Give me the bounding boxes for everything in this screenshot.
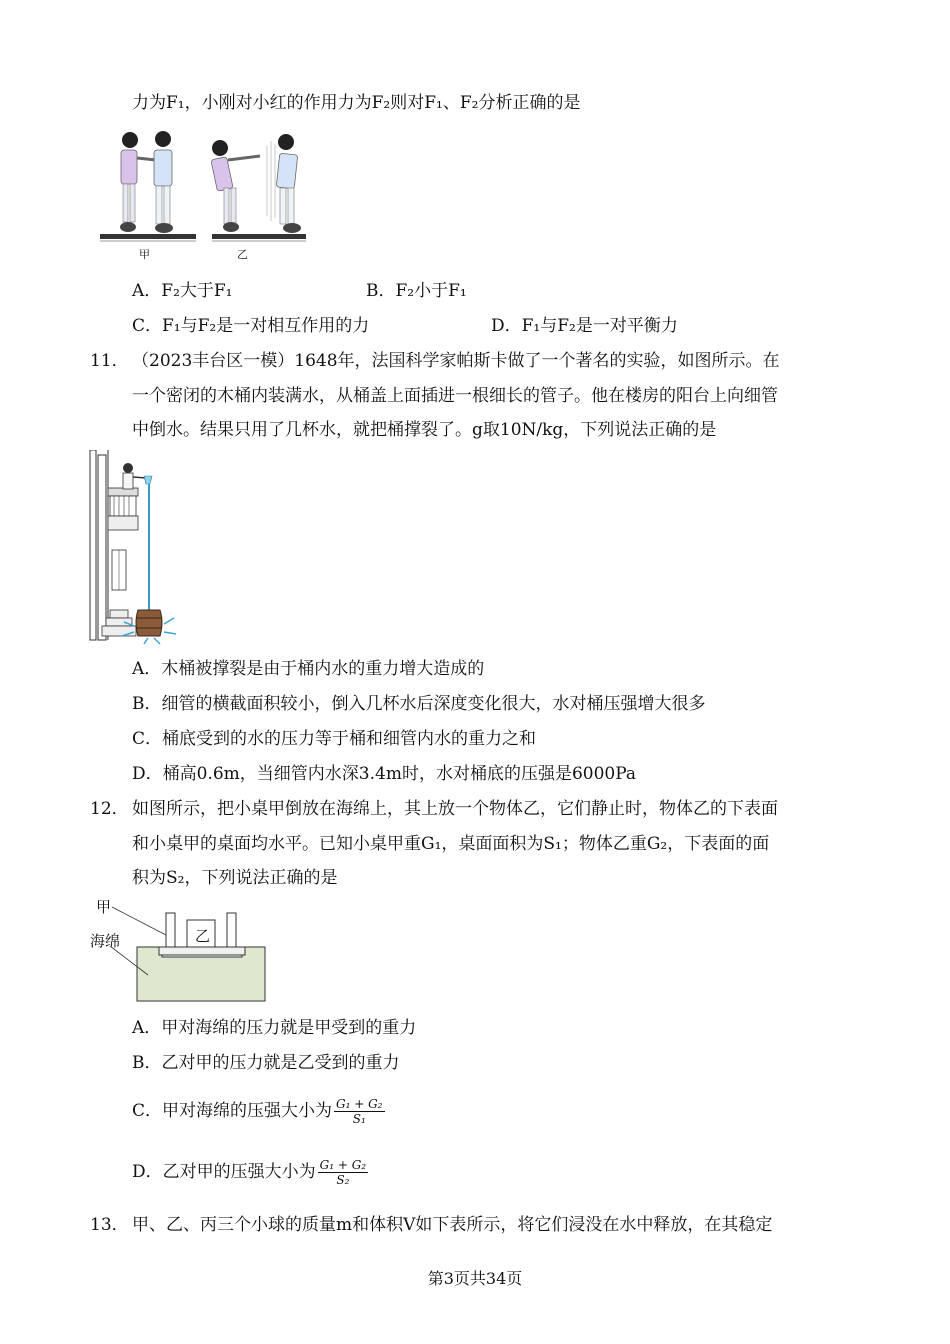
q10-fig-label-jia: 甲: [139, 248, 150, 261]
q11-option-a[interactable]: A．木桶被撑裂是由于桶内水的重力增大造成的: [132, 659, 485, 679]
q12-option-d-numerator: G₁ + G₂: [319, 1158, 367, 1172]
q12-fig-label-jia: 甲: [96, 898, 112, 916]
q12-option-d[interactable]: [132, 1149, 368, 1195]
q10-figure: [100, 126, 306, 266]
q10-stem-line: 力为F₁，小刚对小红的作用力为F₂则对F₁、F₂分析正确的是: [132, 93, 581, 113]
q12-option-b[interactable]: B．乙对甲的压力就是乙受到的重力: [132, 1053, 400, 1073]
q11-option-d[interactable]: D．桶高0.6m，当细管内水深3.4m时，水对桶底的压强是6000Pa: [132, 764, 637, 784]
q12-option-d-fraction: [318, 1158, 368, 1187]
q12-number: 12．: [90, 799, 129, 819]
q12-option-a[interactable]: A．甲对海绵的压力就是甲受到的重力: [132, 1018, 417, 1038]
q11-number: 11．: [90, 351, 129, 371]
q10-option-b[interactable]: B．F₂小于F₁: [366, 281, 467, 301]
q13-number: 13．: [90, 1215, 129, 1235]
q12-option-d-text: D．乙对甲的压强大小为: [132, 1162, 316, 1182]
q10-option-d[interactable]: D．F₁与F₂是一对平衡力: [491, 316, 678, 336]
q12-line-1: 如图所示，把小桌甲倒放在海绵上，其上放一个物体乙，它们静止时，物体乙的下表面: [132, 799, 778, 819]
q11-line-1: （2023丰台区一模）1648年，法国科学家帕斯卡做了一个著名的实验，如图所示。在: [132, 351, 780, 371]
q11-line-3: 中倒水。结果只用了几杯水，就把桶撑裂了。g取10N/kg，下列说法正确的是: [132, 420, 717, 440]
q11-option-b[interactable]: B．细管的横截面积较小，倒入几杯水后深度变化很大，水对桶压强增大很多: [132, 694, 706, 714]
q10-option-c[interactable]: C．F₁与F₂是一对相互作用的力: [132, 316, 370, 336]
q12-option-c-denominator: S₁: [352, 1112, 366, 1126]
q11-option-c[interactable]: C．桶底受到的水的压力等于桶和细管内水的重力之和: [132, 729, 537, 749]
q12-option-c-numerator: G₁ + G₂: [336, 1097, 383, 1111]
q12-fig-label-yi: 乙: [195, 927, 211, 945]
q12-line-3: 积为S₂，下列说法正确的是: [132, 868, 338, 888]
q12-option-c-fraction: [334, 1097, 384, 1126]
page-footer: 第3页共34页: [427, 1269, 523, 1288]
q12-option-c[interactable]: [132, 1088, 385, 1134]
q12-option-d-denominator: S₂: [336, 1173, 350, 1187]
q11-pascal-barrel-figure: [88, 450, 178, 645]
q12-fig-label-sponge: 海绵: [90, 932, 121, 950]
q12-line-2: 和小桌甲的桌面均水平。已知小桌甲重G₁，桌面面积为S₁；物体乙重G₂，下表面的面: [132, 834, 770, 854]
q13-line-1: 甲、乙、丙三个小球的质量m和体积V如下表所示，将它们浸没在水中释放，在其稳定: [132, 1215, 773, 1235]
q10-option-a[interactable]: A．F₂大于F₁: [132, 281, 233, 301]
q11-line-2: 一个密闭的木桶内装满水，从桶盖上面插进一根细长的管子。他在楼房的阳台上向细管: [132, 386, 778, 406]
q10-fig-label-yi: 乙: [237, 248, 248, 261]
q12-option-c-text: C．甲对海绵的压强大小为: [132, 1101, 333, 1121]
